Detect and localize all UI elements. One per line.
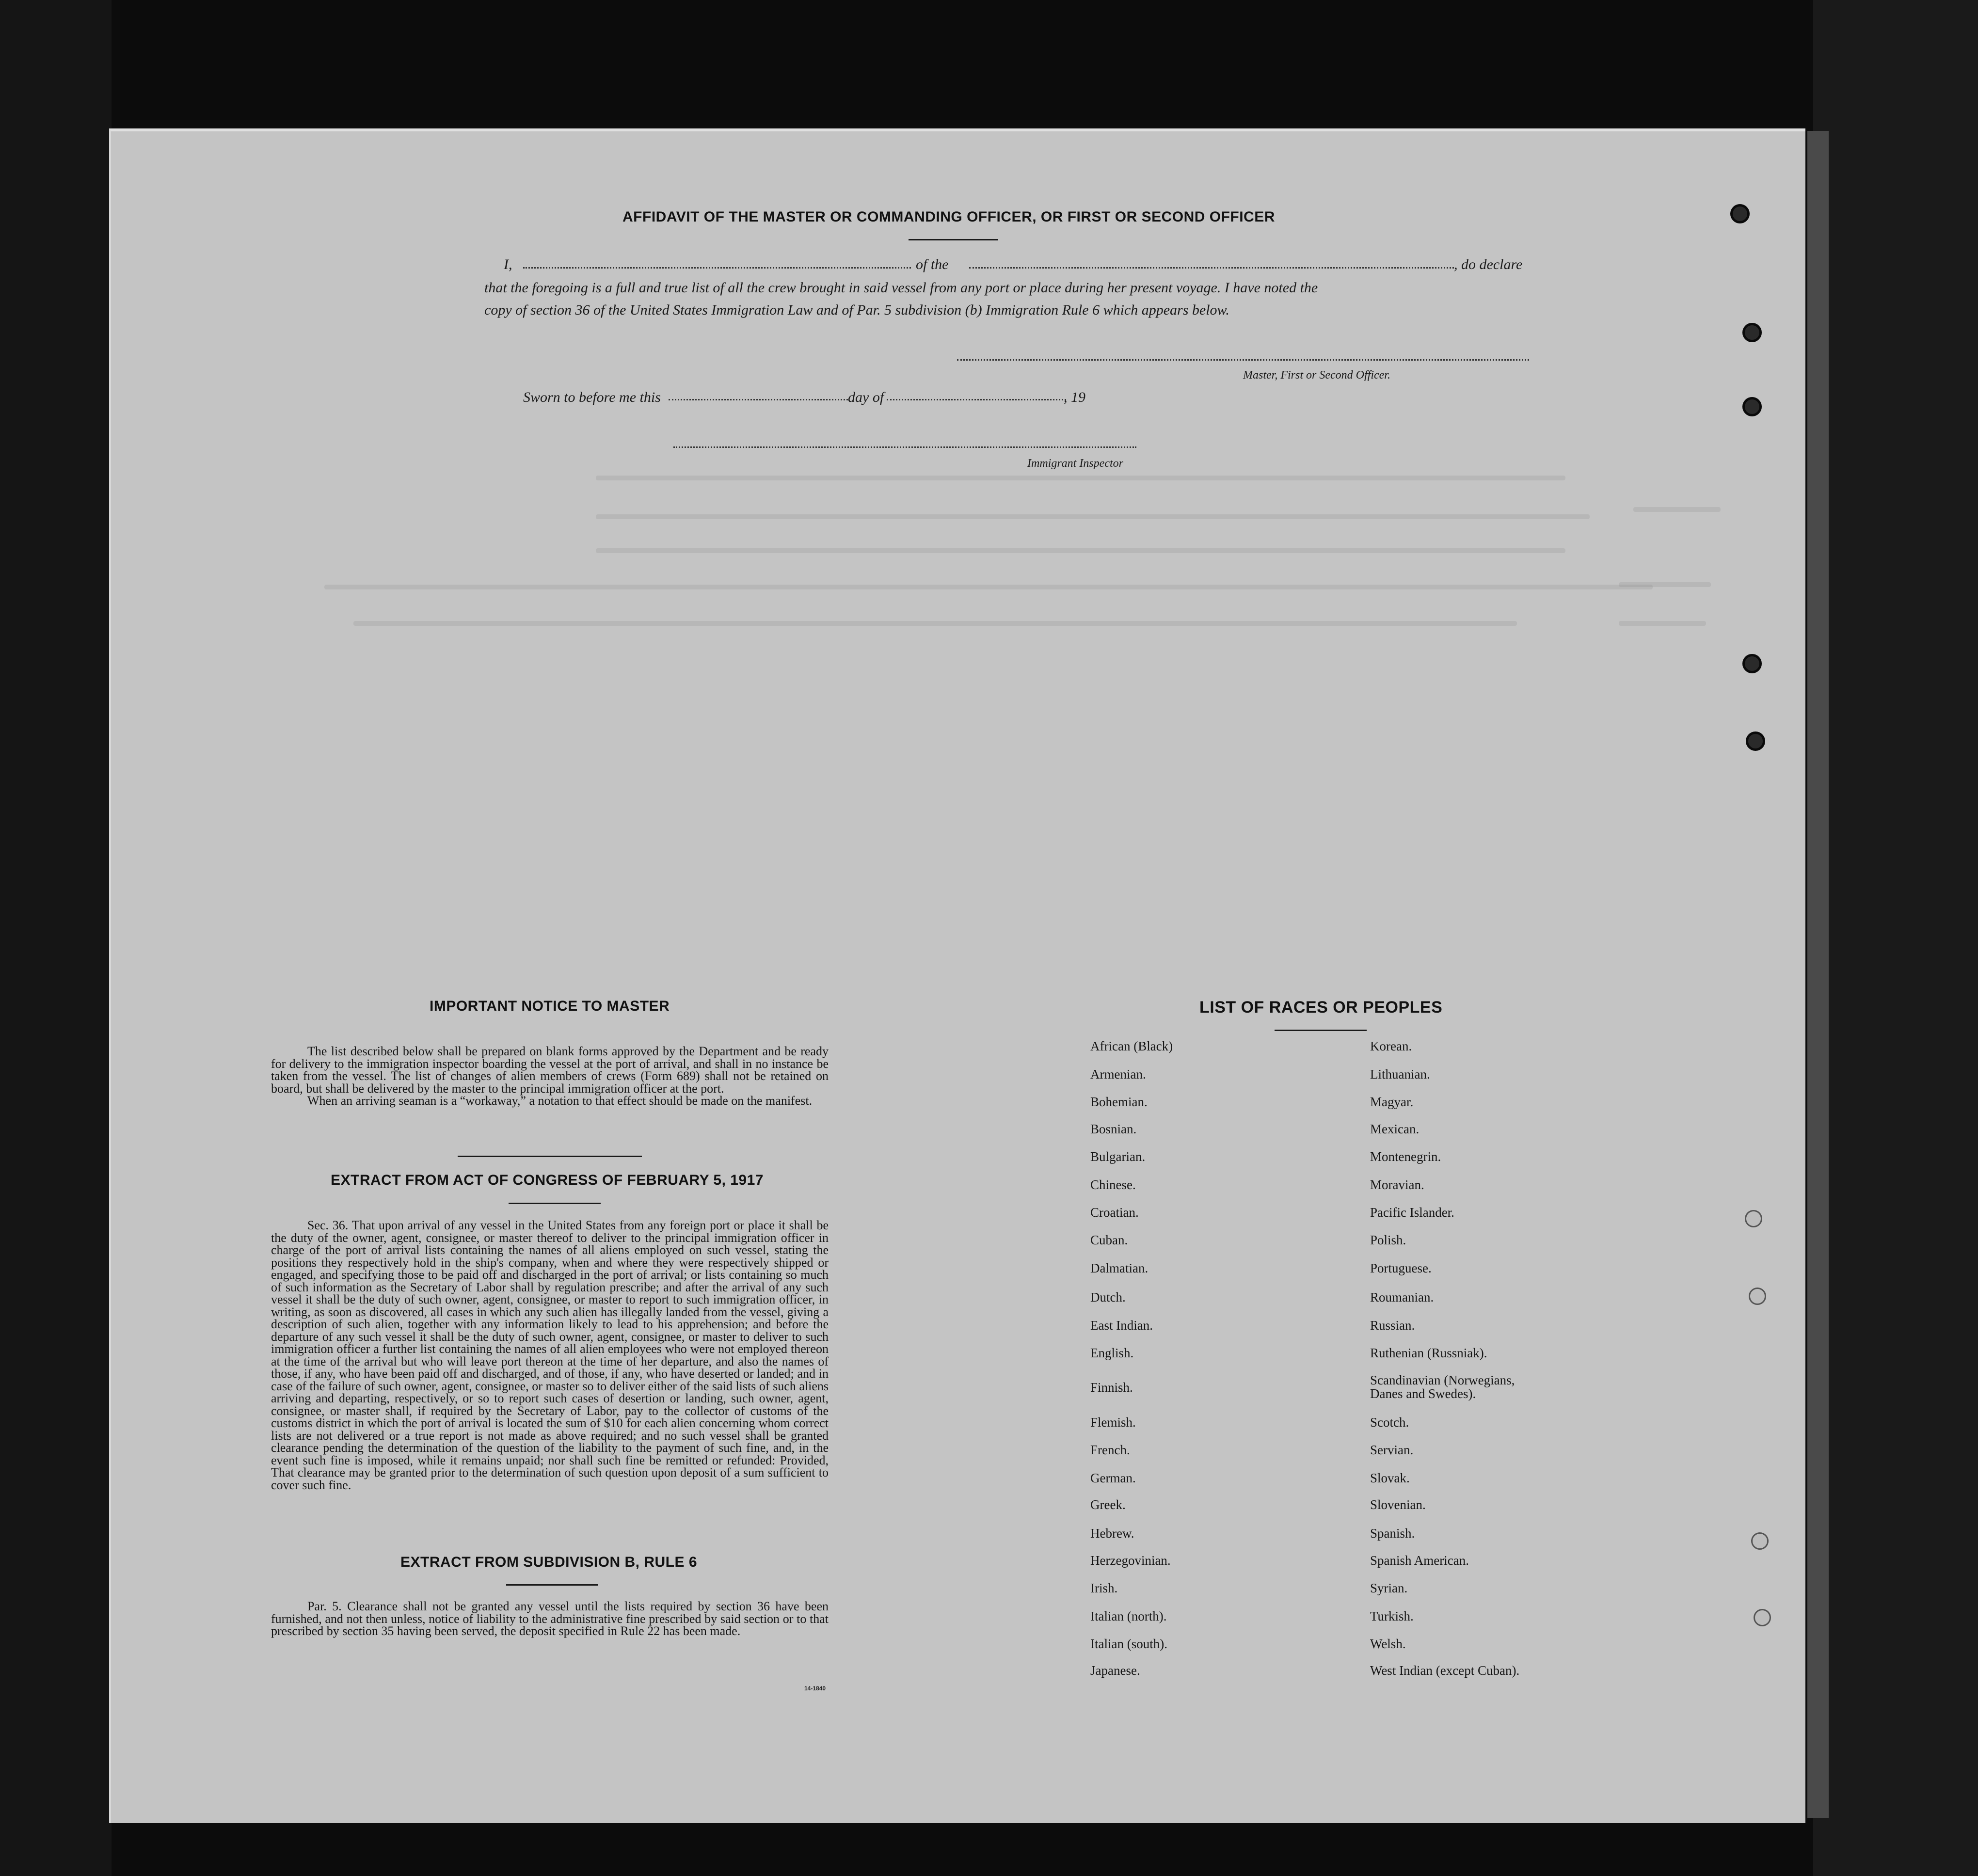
race-item: East Indian. — [1090, 1318, 1153, 1333]
race-item: English. — [1090, 1346, 1134, 1360]
inspector-signature-line — [673, 446, 1136, 448]
binder-hole-icon — [1746, 731, 1765, 751]
title-underline — [909, 239, 998, 240]
sworn-text-mid: day of — [848, 389, 884, 405]
section-divider — [458, 1156, 642, 1157]
race-item: Chinese. — [1090, 1177, 1136, 1192]
affidavit-title: AFFIDAVIT OF THE MASTER OR COMMANDING OFFICER, OR FIRST OR SECOND OFFICER — [622, 209, 1275, 225]
race-item: Polish. — [1370, 1233, 1406, 1247]
race-item: Finnish. — [1090, 1380, 1133, 1395]
race-item: Slovenian. — [1370, 1497, 1426, 1512]
inspector-label: Immigrant Inspector — [1027, 457, 1123, 470]
binder-hole-icon — [1751, 1532, 1769, 1550]
extract-rule-text: Par. 5. Clearance shall not be granted any vessel until the lists required by section 36 have been furnished, and not then unless, notice of liability to the administrative fine prescribed by said section or to that prescribed by section 35 having been served, the deposit specified in Rule 22 has been made. — [271, 1599, 829, 1638]
race-item: Dutch. — [1090, 1290, 1126, 1304]
master-signature-line — [957, 359, 1529, 361]
race-item: Korean. — [1370, 1039, 1412, 1053]
bleed-through-mark — [353, 621, 1517, 626]
race-item: Flemish. — [1090, 1415, 1136, 1430]
affidavit-line1-end: , do declare — [1454, 256, 1523, 272]
binder-hole-icon — [1730, 204, 1750, 223]
sworn-month-blank — [887, 399, 1066, 400]
page-edge-shadow — [1807, 131, 1829, 1818]
scan-background-left — [0, 0, 112, 1876]
bleed-through-mark — [1619, 582, 1711, 587]
binder-hole-icon — [1745, 1210, 1762, 1227]
sworn-text-start: Sworn to before me this — [523, 389, 661, 405]
race-item: Servian. — [1370, 1443, 1414, 1457]
extract-act-title: EXTRACT FROM ACT OF CONGRESS OF FEBRUARY 5, 1917 — [331, 1172, 764, 1188]
race-item: Moravian. — [1370, 1177, 1424, 1192]
affidavit-line2: that the foregoing is a full and true list of all the crew brought in said vessel from any port or place during her present voyage. I have noted the — [484, 280, 1318, 296]
race-item: Ruthenian (Russniak). — [1370, 1346, 1487, 1360]
race-item: Italian (north). — [1090, 1609, 1167, 1623]
name-blank — [523, 267, 911, 269]
race-item: Spanish American. — [1370, 1553, 1469, 1568]
sworn-day-blank — [669, 399, 848, 400]
races-title: LIST OF RACES OR PEOPLES — [1199, 998, 1443, 1017]
bleed-through-mark — [1633, 507, 1721, 512]
race-item: Montenegrin. — [1370, 1149, 1441, 1164]
race-item: Japanese. — [1090, 1663, 1140, 1678]
race-item: Irish. — [1090, 1581, 1118, 1595]
binder-hole-icon — [1742, 323, 1762, 342]
affidavit-line1-start: I, — [504, 256, 512, 272]
title-underline — [1275, 1030, 1367, 1031]
race-item: Spanish. — [1370, 1526, 1415, 1541]
bleed-through-mark — [596, 476, 1565, 480]
vessel-blank — [969, 267, 1454, 269]
race-item: Russian. — [1370, 1318, 1415, 1333]
extract-act-text: Sec. 36. That upon arrival of any vessel in the United States from any foreign port or place it shall be the duty of the owner, agent, consignee, or master thereof to deliver to the principal immigration officer in charge of the port of arrival lists containing the names of all aliens employed on such vessel, stating the positions they respectively hold in the ship's company, when and where they were respectively shipped or engaged, and specifying those to be paid off and discharged in the port of arrival; or lists containing so much of such information as the Secretary of Labor shall by regulation prescribe; and after the arrival of any such vessel it shall be the duty of such owner, agent, consignee, or master to report to such immigration officer, in writing, as soon as discovered, all cases in which any such alien has illegally landed from the vessel, giving a description of such alien, together with any information likely to lead to his apprehension; and before the departure of any such vessel it shall be the duty of such owner, agent, consignee, or master to deliver to such immigration officer a further list containing the names of all alien employees who were not employed thereon at the time of the arrival but who will leave port thereon at the time of her departure, and also the names of those, if any, who have been paid off and discharged, and of those, if any, who have deserted or landed; and in case of the failure of such owner, agent, consignee, or master so to deliver either of the said lists of such aliens arriving and departing, respectively, or so to report such cases of desertion or landing, such owner, agent, consignee, or master shall, if required by the Secretary of Labor, pay to the collector of customs of the customs district in which the port of arrival is located the sum of $10 for each alien concerning whom correct lists are not delivered or a true report is not made as above required; and no such vessel shall be granted clearance pending the determination of the question of the liability to the payment of such fine, and, in the event such fine is imposed, while it remains unpaid; nor shall such fine be remitted or refunded: Provided, That clearance may be granted prior to the determination of such question upon deposit of a sum sufficient to cover such fine. — [271, 1218, 829, 1492]
race-item: Herzegovinian. — [1090, 1553, 1171, 1568]
race-item: Lithuanian. — [1370, 1067, 1430, 1081]
race-item: Welsh. — [1370, 1637, 1406, 1651]
race-item: Syrian. — [1370, 1581, 1408, 1595]
title-underline — [509, 1203, 601, 1204]
race-item: Cuban. — [1090, 1233, 1128, 1247]
bleed-through-mark — [596, 514, 1590, 519]
race-item: Bohemian. — [1090, 1095, 1148, 1109]
binder-hole-icon — [1742, 397, 1762, 416]
race-item: Magyar. — [1370, 1095, 1414, 1109]
race-item: Armenian. — [1090, 1067, 1146, 1081]
race-item: Slovak. — [1370, 1471, 1410, 1485]
master-signature-label: Master, First or Second Officer. — [1243, 369, 1390, 382]
race-item: West Indian (except Cuban). — [1370, 1663, 1520, 1678]
affidavit-line1-mid: of the — [916, 256, 949, 272]
document-page — [109, 128, 1805, 1823]
notice-title: IMPORTANT NOTICE TO MASTER — [430, 998, 670, 1014]
race-item: Greek. — [1090, 1497, 1126, 1512]
extract-act-body — [271, 1219, 829, 1491]
bleed-through-mark — [1619, 621, 1706, 626]
race-item: German. — [1090, 1471, 1136, 1485]
binder-hole-icon — [1754, 1609, 1771, 1626]
race-item: Scotch. — [1370, 1415, 1409, 1430]
title-underline — [506, 1584, 598, 1586]
race-item: Croatian. — [1090, 1205, 1139, 1220]
bleed-through-mark — [324, 585, 1653, 589]
notice-body — [271, 1045, 829, 1107]
race-item: African (Black) — [1090, 1039, 1173, 1053]
race-item: Hebrew. — [1090, 1526, 1134, 1541]
race-item: Scandinavian (Norwegians, Danes and Swedes). — [1370, 1373, 1515, 1401]
race-item: Dalmatian. — [1090, 1261, 1149, 1275]
race-item: Mexican. — [1370, 1122, 1420, 1136]
race-item: Turkish. — [1370, 1609, 1414, 1623]
race-item: Portuguese. — [1370, 1261, 1432, 1275]
notice-paragraph: When an arriving seaman is a “workaway,” a notation to that effect should be made on the manifest. — [307, 1094, 813, 1108]
race-item: Bosnian. — [1090, 1122, 1137, 1136]
extract-rule-body — [271, 1600, 829, 1638]
scan-background-right — [1813, 0, 1978, 1876]
race-item: Pacific Islander. — [1370, 1205, 1454, 1220]
race-item: Bulgarian. — [1090, 1149, 1146, 1164]
race-item: Italian (south). — [1090, 1637, 1167, 1651]
binder-hole-icon — [1749, 1288, 1766, 1305]
sworn-text-end: , 19 — [1064, 389, 1085, 405]
notice-paragraph: The list described below shall be prepared on blank forms approved by the Department and be ready for delivery to the immigration inspector boarding the vessel at the port of arrival, and shall in no instance be taken from the vessel. The list of changes of alien members of crews (Form 689) shall not be retained on board, but shall be delivered by the master to the principal immigration officer at the port. — [271, 1044, 829, 1096]
binder-hole-icon — [1742, 654, 1762, 673]
race-item: French. — [1090, 1443, 1130, 1457]
affidavit-line3: copy of section 36 of the United States Immigration Law and of Par. 5 subdivision (b) Immigration Rule 6 which appears below. — [484, 302, 1229, 318]
extract-rule-title: EXTRACT FROM SUBDIVISION B, RULE 6 — [400, 1554, 698, 1570]
race-item: Roumanian. — [1370, 1290, 1434, 1304]
bleed-through-mark — [596, 548, 1565, 553]
form-number: 14-1840 — [804, 1685, 826, 1692]
